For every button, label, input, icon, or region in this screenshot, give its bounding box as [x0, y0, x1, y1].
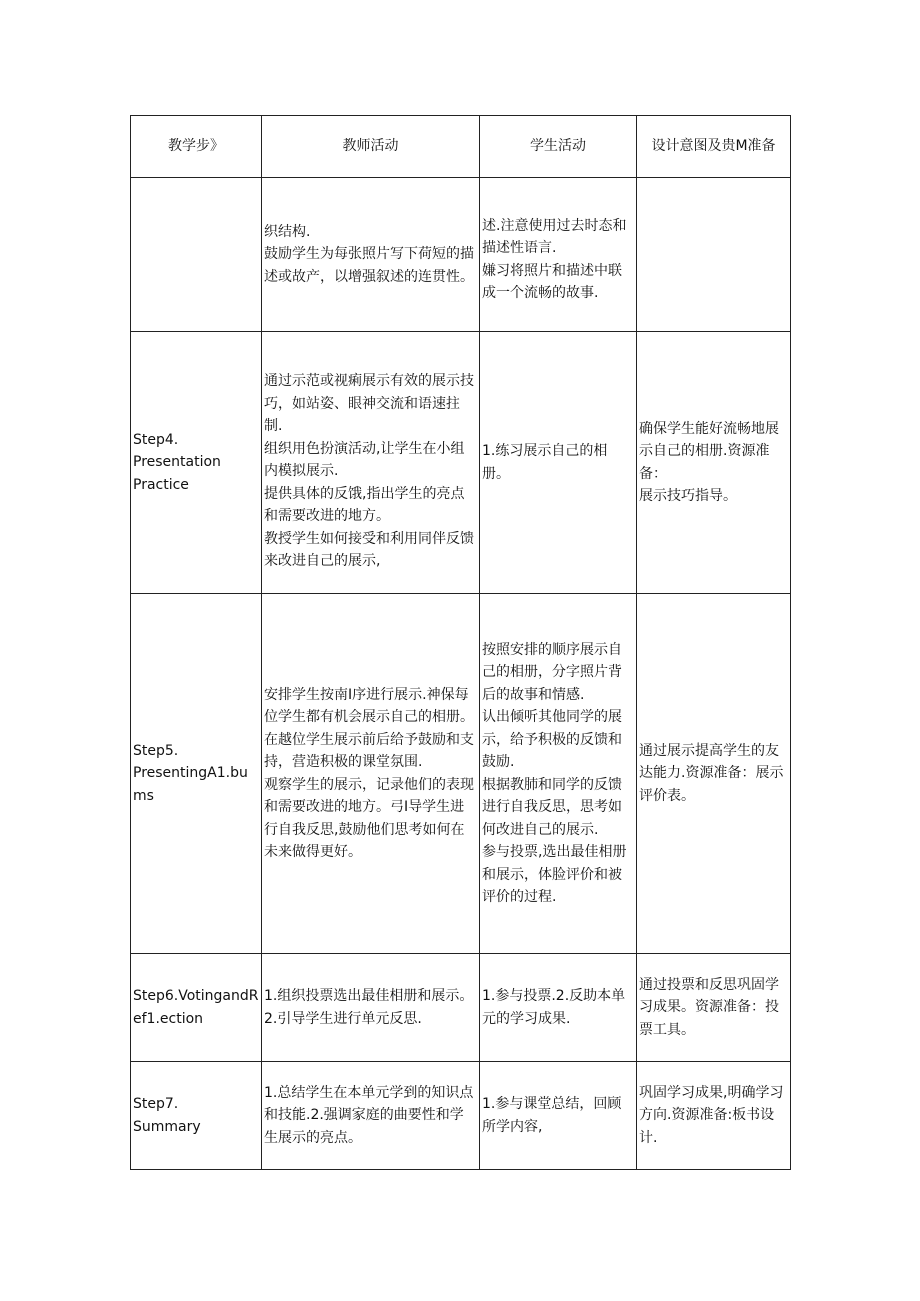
step-label: Step7. — [133, 1096, 179, 1112]
design-line: 确保学生能好流畅地展示自己的相册.资源准备： — [639, 420, 779, 482]
header-teacher: 教师活动 — [262, 116, 480, 178]
teacher-line: 安排学生按南I序进行展示.神保每位学生都有机会展示自己的相册。 — [264, 686, 474, 725]
design-line: 巩固学习成果,明确学习方向.资源准备:板书设计. — [639, 1084, 784, 1146]
design-cell — [637, 594, 791, 954]
design-cell — [637, 954, 791, 1062]
design-line: 展示技巧指导。 — [639, 488, 737, 504]
table-row — [131, 1062, 791, 1170]
student-line: 参与投票,选出最佳相册和展示，体脸评价和被评价的过程. — [482, 844, 627, 905]
student-cell — [480, 1062, 637, 1170]
student-line: 述.注意使用过去时态和描述性语言. — [482, 217, 627, 256]
student-cell — [480, 332, 637, 594]
student-line: 1.练习展示自己的相册。 — [482, 443, 608, 482]
student-line: 按照安排的顺序展示自己的相册，分字照片背后的故事和情感. — [482, 641, 622, 703]
student-line: 认出倾听其他同学的展示，给予积极的反馈和鼓励. — [482, 709, 622, 770]
table-row — [131, 594, 791, 954]
teacher-cell — [262, 178, 480, 332]
teacher-cell — [262, 1062, 480, 1170]
table-row — [131, 332, 791, 594]
teacher-line: 通过示范或视痢展示有效的展示技巧，如站姿、眼神交流和语速拄制. — [264, 373, 474, 435]
teacher-line: 观察学生的展示，记录他们的表现和需要改进的地方。弓I导学生进行自我反思,鼓励他们思考如何在未来做得更好。 — [264, 776, 474, 860]
student-cell — [480, 594, 637, 954]
design-line: 通过投票和反思巩固学习成果。资源准备：投票工具。 — [639, 976, 779, 1038]
design-cell — [637, 332, 791, 594]
teacher-line: 组织用色扮演活动,让学生在小组内模拟展示. — [264, 440, 465, 480]
table-row — [131, 954, 791, 1062]
step-cell — [131, 178, 262, 332]
header-row — [131, 116, 791, 178]
design-cell — [637, 1062, 791, 1170]
teacher-line: 教授学生如何接受和利用同伴反馈来改进自己的展示, — [264, 530, 474, 570]
header-step: 教学步》 — [131, 116, 262, 178]
header-design: 设计意图及贵M准备 — [637, 116, 791, 178]
lesson-plan-table — [130, 115, 791, 1170]
teacher-cell — [262, 594, 480, 954]
step-cell — [131, 1062, 262, 1170]
teacher-line: 织结构. — [264, 223, 311, 240]
teacher-cell — [262, 332, 480, 594]
teacher-cell — [262, 954, 480, 1062]
student-line: 1.参与课堂总结，回顾所学内容, — [482, 1096, 622, 1135]
student-line: 1.参与投票.2.反助本单元的学习成果. — [482, 988, 626, 1027]
step-label: Practice — [133, 476, 189, 493]
teacher-line: 1.组织投票选出最佳相册和展示。2.引导学生进行单元反思. — [264, 988, 474, 1027]
teacher-line: 在越位学生展示前后给予鼓励和支持，营造积极的课堂氛围. — [264, 731, 474, 770]
step-label: Step6.VotingandRef1.ection — [133, 988, 259, 1027]
design-line: 通过展示提高学生的友达能力.资源准备：展示评价表。 — [639, 742, 784, 804]
step-cell — [131, 332, 262, 594]
teacher-line: 鼓励学生为每张照片写下荷短的描述或故产，以增强叙述的连贯性。 — [264, 246, 474, 285]
step-label: Summary — [133, 1118, 201, 1135]
student-line: 嫌习将照片和描述中联成一个流畅的故事. — [482, 262, 622, 301]
student-cell — [480, 954, 637, 1062]
teacher-line: 1.总结学生在本单元学到的知识点和技能.2.强调家庭的曲要性和学生展示的亮点。 — [264, 1084, 474, 1146]
step-label: Step5. — [133, 742, 179, 759]
step-label: Presentation — [133, 454, 221, 471]
step-label: Step4. — [133, 431, 179, 448]
student-cell — [480, 178, 637, 332]
step-cell — [131, 954, 262, 1062]
teacher-line: 提供具体的反饿,指出学生的亮点和需要改进的地方。 — [264, 485, 465, 525]
table-row — [131, 178, 791, 332]
student-line: 根据教肺和同学的反馈进行自我反思，思考如何改进自己的展示. — [482, 776, 622, 838]
step-cell — [131, 594, 262, 954]
header-student: 学生活动 — [480, 116, 637, 178]
design-cell — [637, 178, 791, 332]
step-label: PresentingA1.bums — [133, 765, 248, 804]
